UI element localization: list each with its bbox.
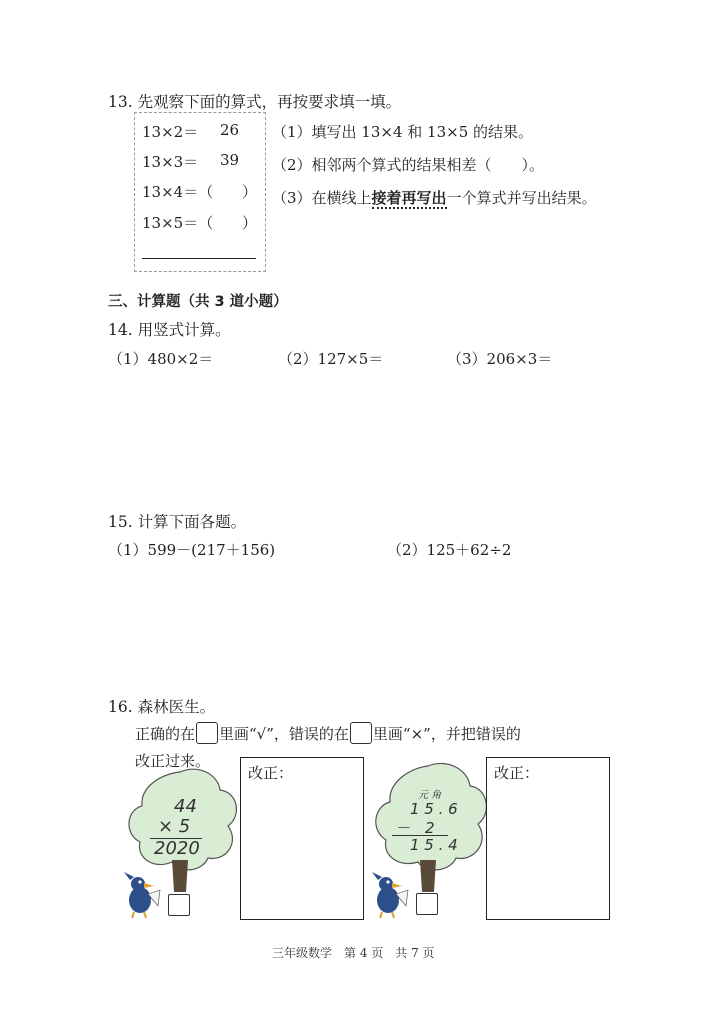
q14-item-2: （2）127×5＝ <box>278 350 384 368</box>
q13-item-1: （1）填写出 13×4 和 13×5 的结果。 <box>272 123 534 141</box>
q14-title: 14. 用竖式计算。 <box>108 321 231 339</box>
q13-item-3-suffix: 一个算式并写出结果。 <box>446 189 597 207</box>
q13-eq-3-rhs: ） <box>242 183 258 201</box>
q13-item-3-emphasis: 接着再写出 <box>371 189 447 207</box>
section-3-title: 三、计算题（共 3 道小题） <box>108 294 288 310</box>
tree-2-subtrahend: － 2 <box>395 819 435 837</box>
q14-item-1: （1）480×2＝ <box>108 350 214 368</box>
bird-1-icon <box>124 872 160 918</box>
tree-2-check-box[interactable] <box>416 893 438 915</box>
q14-item-3: （3）206×3＝ <box>447 350 553 368</box>
q16-instr-c: 里画“×”，并把错误的 <box>372 725 521 743</box>
q16-instr-b: 里画“√”，错误的在 <box>219 725 349 743</box>
q13-eq-4-rhs: ） <box>242 214 258 232</box>
q16-instr-a: 正确的在 <box>135 725 196 743</box>
q13-eq-2-rhs: 39 <box>220 151 240 169</box>
tree-1-multiplier: × 5 <box>158 816 191 837</box>
correction-label-2: 改正： <box>494 764 540 782</box>
q16-title: 16. 森林医生。 <box>108 698 216 716</box>
inline-box-icon <box>350 722 372 744</box>
q13-eq-3-lhs: 13×4＝（ <box>142 183 214 201</box>
correction-label-1: 改正： <box>248 764 294 782</box>
tree-1-result: 2020 <box>154 838 200 859</box>
q13-answer-line[interactable] <box>142 258 256 259</box>
q13-eq-2-lhs: 13×3＝ <box>142 153 199 171</box>
tree-1-check-box[interactable] <box>168 894 190 916</box>
q15-item-1: （1）599－(217＋156) <box>108 541 276 559</box>
q15-title: 15. 计算下面各题。 <box>108 513 247 531</box>
q13-eq-1-lhs: 13×2＝ <box>142 123 199 141</box>
q16-instruction-line-2: 改正过来。 <box>135 752 211 770</box>
tree-2-top-number: 1 5 . 6 <box>410 800 458 818</box>
tree-1-trunk <box>172 860 188 892</box>
inline-box-icon <box>196 722 218 744</box>
tree-2-trunk <box>420 860 436 892</box>
bird-2-icon <box>372 872 408 918</box>
page-footer: 三年级数学 第 4 页 共 7 页 <box>272 946 435 960</box>
tree-2-result: 1 5 . 4 <box>410 836 458 854</box>
q13-item-3-prefix: （3）在横线上 <box>272 189 372 207</box>
q15-item-2: （2）125＋62÷2 <box>387 541 512 559</box>
tree-2-unit-label: 元 角 <box>418 790 442 801</box>
q13-eq-1-rhs: 26 <box>220 121 240 139</box>
q13-item-2: （2）相邻两个算式的结果相差（ ）。 <box>272 156 545 174</box>
q13-title: 13. 先观察下面的算式，再按要求填一填。 <box>108 93 402 111</box>
q13-item-3 <box>272 187 597 208</box>
q13-eq-4-lhs: 13×5＝（ <box>142 214 214 232</box>
tree-1-top-number: 44 <box>174 796 197 817</box>
q16-instruction <box>135 722 521 744</box>
